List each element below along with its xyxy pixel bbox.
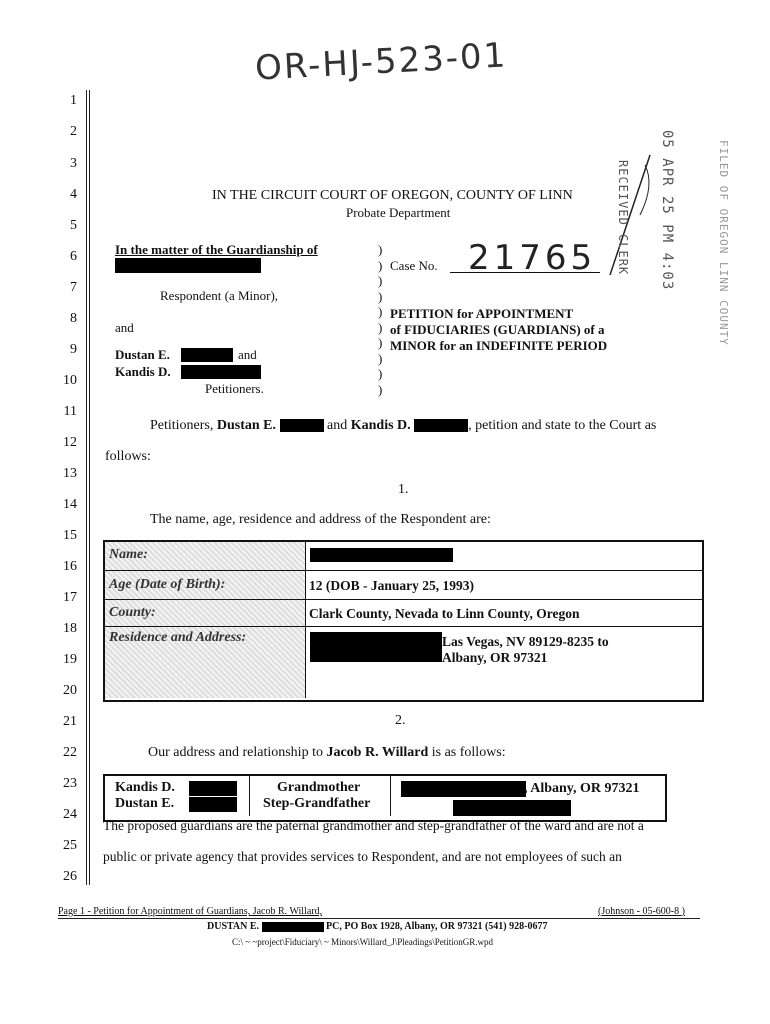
line-number: 18 [63, 621, 77, 636]
redaction-bar [189, 797, 237, 812]
redaction-bar [310, 632, 442, 662]
guardian-relation-1: Grandmother [277, 780, 361, 795]
county-label: County: [105, 600, 305, 626]
filing-stamp [590, 120, 760, 346]
guardian-name-1: Kandis D. [115, 780, 175, 795]
line-number: 26 [63, 869, 77, 884]
residence-value-line2: Albany, OR 97321 [442, 650, 548, 665]
line-number: 13 [63, 466, 77, 481]
relationship-table [103, 774, 667, 822]
footer-page-line: Page 1 - Petition for Appointment of Guardians, Jacob R. Willard, [58, 906, 323, 917]
section-2-number: 2. [395, 713, 406, 728]
line-number: 25 [63, 838, 77, 853]
court-department: Probate Department [346, 205, 451, 220]
line-number: 3 [70, 156, 77, 171]
stamp-date-text: 05 APR 25 PM 4:03 [659, 130, 675, 291]
stamp-slash-mark [600, 145, 660, 285]
petition-title-line3: MINOR for an INDEFINITE PERIOD [390, 338, 608, 353]
left-margin-rule-double [89, 90, 90, 885]
redaction-bar [453, 800, 571, 816]
section-2-text: Our address and relationship to Jacob R. Willard is as follows: [148, 745, 506, 760]
stamp-filed-text: FILED OF OREGON LINN COUNTY [717, 140, 730, 346]
caption-petitioners: Petitioners. [205, 381, 264, 396]
respondent-info-table [103, 540, 704, 702]
line-number: 11 [63, 404, 77, 419]
court-name: IN THE CIRCUIT COURT OF OREGON, COUNTY OF LINN [212, 188, 573, 203]
petition-title-line2: of FIDUCIARIES (GUARDIANS) of a [390, 322, 605, 337]
footer-form-code: (Johnson - 05-600-8 ) [598, 906, 685, 917]
line-number: 12 [63, 435, 77, 450]
intro-sentence: Petitioners, Dustan E. and Kandis D. , petition and state to the Court as [150, 418, 657, 433]
caption-matter: In the matter of the Guardianship of [115, 242, 318, 257]
line-number: 23 [63, 776, 77, 791]
age-label: Age (Date of Birth): [105, 571, 305, 599]
line-number: 20 [63, 683, 77, 698]
caption-respondent: Respondent (a Minor), [160, 288, 279, 303]
redaction-bar [401, 781, 526, 797]
petition-title-line1: PETITION for APPOINTMENT [390, 306, 574, 321]
caption-petitioner1: Dustan E. [115, 347, 170, 362]
left-margin-rule [86, 90, 87, 885]
guardian-relation-2: Step-Grandfather [263, 796, 371, 811]
paragraph-line-1: The proposed guardians are the paternal grandmother and step-grandfather of the ward and are not a [103, 818, 644, 833]
line-number: 22 [63, 745, 77, 760]
line-number: 4 [70, 187, 77, 202]
line-number: 1 [70, 93, 77, 108]
caption-paren-column: ) ) ) ) ) ) ) ) ) ) [378, 242, 383, 397]
footer-file-path: C:\ ~ ~project\Fiduciary\ ~ Minors\Willard_J\Pleadings\PetitionGR.wpd [232, 937, 493, 947]
line-number: 5 [70, 218, 77, 233]
handwritten-file-id: OR-HJ-523-01 [254, 35, 509, 89]
redaction-bar [189, 781, 237, 796]
footer-firm: DUSTAN E. PC, PO Box 1928, Albany, OR 97321 (541) 928-0677 [207, 921, 548, 932]
case-number-value: 21765 [468, 238, 597, 278]
line-number: 8 [70, 311, 77, 326]
redaction-bar [310, 548, 453, 562]
line-number: 19 [63, 652, 77, 667]
case-number-label: Case No. [390, 258, 438, 273]
line-number: 15 [63, 528, 77, 543]
line-number: 7 [70, 280, 77, 295]
footer-rule [58, 918, 700, 919]
residence-label: Residence and Address: [105, 627, 305, 698]
guardian-address: , Albany, OR 97321 [524, 781, 640, 796]
redaction-bar [115, 258, 261, 273]
line-number: 24 [63, 807, 77, 822]
caption-and: and [115, 320, 134, 335]
line-number: 17 [63, 590, 77, 605]
residence-value-line1: Las Vegas, NV 89129-8235 to [442, 634, 609, 649]
line-number: 2 [70, 124, 77, 139]
line-number: 14 [63, 497, 77, 512]
guardian-name-2: Dustan E. [115, 796, 175, 811]
line-number: 9 [70, 342, 77, 357]
table-column-rule [305, 542, 306, 698]
line-number: 10 [63, 373, 77, 388]
section-1-text: The name, age, residence and address of the Respondent are: [150, 512, 491, 527]
section-1-number: 1. [398, 482, 409, 497]
caption-petitioner2: Kandis D. [115, 364, 171, 379]
intro-follows: follows: [105, 449, 151, 464]
redaction-bar [181, 348, 233, 362]
stamp-clerk-text: RECEIVED CLERK [616, 160, 630, 276]
table-column-rule [249, 776, 250, 816]
table-column-rule [390, 776, 391, 816]
caption-and2: and [238, 347, 257, 362]
line-number: 6 [70, 249, 77, 264]
line-number: 16 [63, 559, 77, 574]
age-value: 12 (DOB - January 25, 1993) [309, 578, 474, 593]
line-number: 21 [63, 714, 77, 729]
name-label: Name: [105, 542, 305, 570]
redaction-bar [181, 365, 261, 379]
county-value: Clark County, Nevada to Linn County, Oregon [309, 606, 580, 621]
paragraph-line-2: public or private agency that provides services to Respondent, and are not employees of such an [103, 849, 622, 864]
